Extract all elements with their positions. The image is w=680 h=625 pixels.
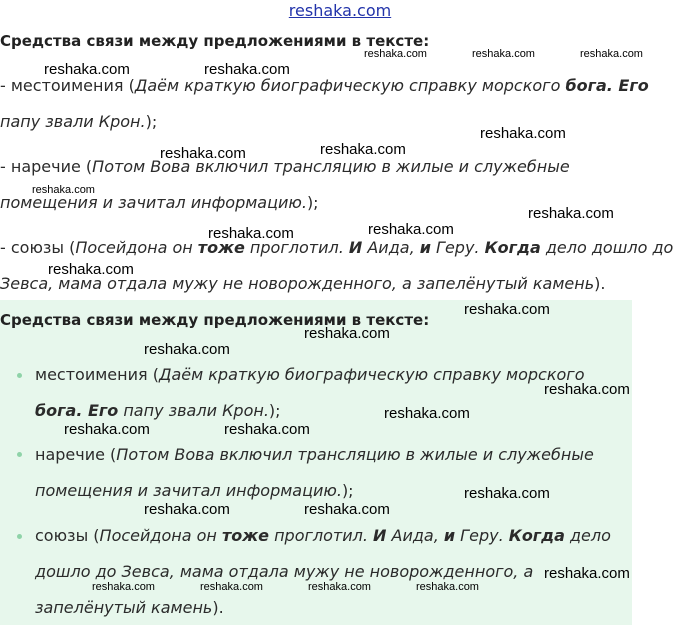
watermark: reshaka.com <box>472 48 535 60</box>
watermark: reshaka.com <box>304 501 390 518</box>
watermark: reshaka.com <box>416 581 479 593</box>
watermark: reshaka.com <box>64 421 150 438</box>
watermark: reshaka.com <box>224 421 310 438</box>
watermark: reshaka.com <box>480 125 566 142</box>
block2-item-conjunctions-end: запелёнутый камень). <box>35 598 224 617</box>
block1-line-conjunctions: - союзы (Посейдона он тоже проглотил. И Аида, и Геру. Когда дело дошло до <box>0 238 674 257</box>
watermark: reshaka.com <box>464 485 550 502</box>
watermark: reshaka.com <box>364 48 427 60</box>
block1-line-pronouns: - местоимения (Даём краткую биографическую справку морского бога. Его <box>0 76 649 95</box>
block2-item-conjunctions: союзы (Посейдона он тоже проглотил. И Аида, и Геру. Когда дело <box>35 526 611 545</box>
block2-item-pronouns-cont: бога. Его папу звали Крон.); <box>35 401 281 420</box>
block2-item-adverb-cont: помещения и зачитал информацию.); <box>35 481 354 500</box>
bullet-3 <box>17 534 22 539</box>
block1-title: Средства связи между предложениями в тексте: <box>0 32 430 50</box>
watermark: reshaka.com <box>200 581 263 593</box>
watermark: reshaka.com <box>528 205 614 222</box>
block1-line-adverb: - наречие (Потом Вова включил трансляцию в жилые и служебные <box>0 157 570 176</box>
watermark: reshaka.com <box>384 405 470 422</box>
watermark: reshaka.com <box>544 381 630 398</box>
watermark: reshaka.com <box>144 501 230 518</box>
block2-item-pronouns: местоимения (Даём краткую биографическую справку морского <box>35 365 585 384</box>
watermark: reshaka.com <box>48 261 134 278</box>
watermark: reshaka.com <box>204 61 290 78</box>
block1-line-pronouns-cont: папу звали Крон.); <box>0 112 158 131</box>
block2-title: Средства связи между предложениями в тексте: <box>0 311 430 329</box>
bullet-1 <box>17 373 22 378</box>
watermark: reshaka.com <box>44 61 130 78</box>
watermark: reshaka.com <box>32 184 95 196</box>
watermark: reshaka.com <box>92 581 155 593</box>
watermark: reshaka.com <box>304 325 390 342</box>
watermark: reshaka.com <box>464 301 550 318</box>
watermark: reshaka.com <box>368 221 454 238</box>
block2-item-adverb: наречие (Потом Вова включил трансляцию в жилые и служебные <box>35 445 594 464</box>
watermark: reshaka.com <box>144 341 230 358</box>
watermark: reshaka.com <box>308 581 371 593</box>
watermark: reshaka.com <box>320 141 406 158</box>
watermark: reshaka.com <box>208 225 294 242</box>
watermark: reshaka.com <box>160 145 246 162</box>
block1-line-adverb-cont: помещения и зачитал информацию.); <box>0 193 319 212</box>
block1-line-conjunctions-cont: Зевса, мама отдала мужу не новорожденного, а запелёнутый камень). <box>0 274 606 293</box>
header-watermark[interactable]: reshaka.com <box>288 1 392 20</box>
block2-item-conjunctions-cont: дошло до Зевса, мама отдала мужу не новорожденного, а <box>35 562 534 581</box>
bullet-2 <box>17 452 22 457</box>
watermark: reshaka.com <box>544 565 630 582</box>
watermark: reshaka.com <box>580 48 643 60</box>
